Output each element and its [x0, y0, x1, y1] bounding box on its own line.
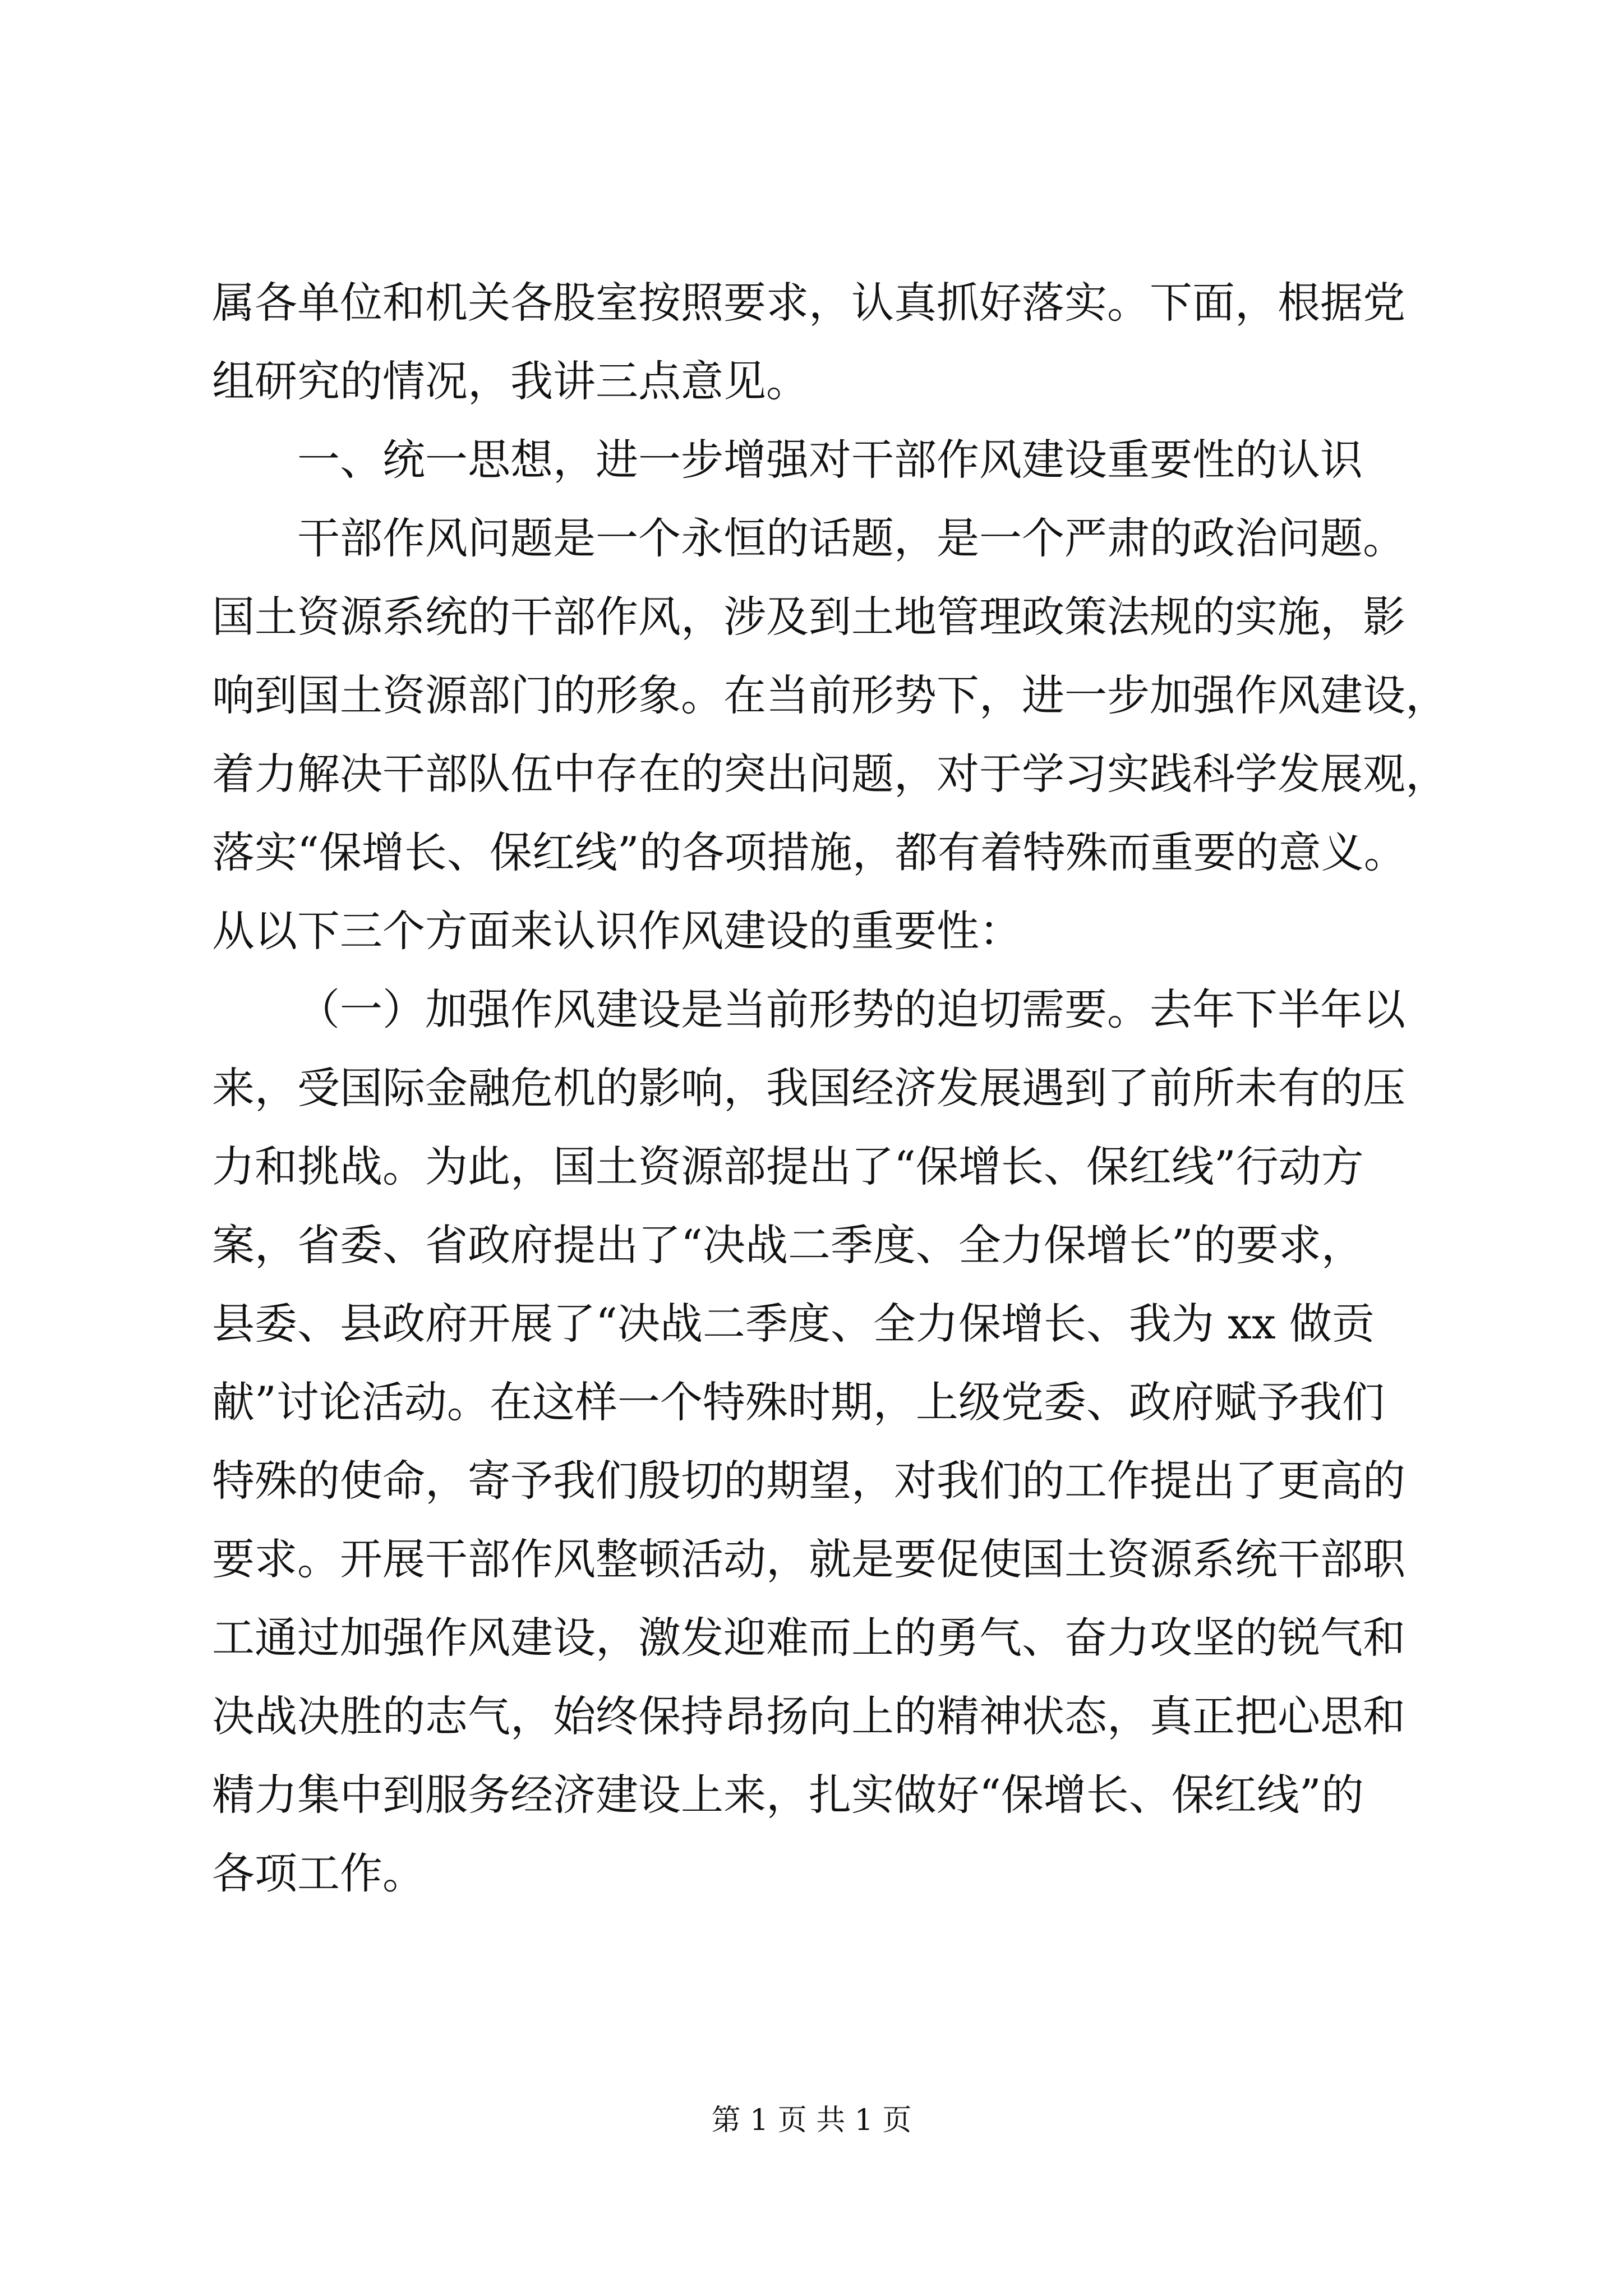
text-line: 属各单位和机关各股室按照要求，认真抓好落实。下面，根据党 — [212, 278, 1405, 328]
text-line: 来，受国际金融危机的影响，我国经济发展遇到了前所未有的压 — [212, 1063, 1405, 1113]
text-line: 工通过加强作风建设，激发迎难而上的勇气、奋力攻坚的锐气和 — [212, 1613, 1405, 1663]
text-line: 落实“保增长、保红线”的各项措施，都有着特殊而重要的意义。 — [212, 827, 1407, 877]
text-line: 献”讨论活动。在这样一个特殊时期，上级党委、政府赋予我们 — [212, 1377, 1385, 1427]
text-line: 决战决胜的志气，始终保持昂扬向上的精神状态，真正把心思和 — [212, 1691, 1405, 1741]
text-line: 响到国土资源部门的形象。在当前形势下，进一步加强作风建设， — [212, 670, 1448, 720]
text-line: 案，省委、省政府提出了“决战二季度、全力保增长”的要求， — [212, 1220, 1364, 1270]
text-line: 一、统一思想，进一步增强对干部作风建设重要性的认识 — [297, 435, 1363, 485]
text-line: 要求。开展干部作风整顿活动，就是要促使国土资源系统干部职 — [212, 1534, 1405, 1584]
text-line: 各项工作。 — [212, 1848, 425, 1898]
text-line: 着力解决干部队伍中存在的突出问题，对于学习实践科学发展观， — [212, 749, 1448, 799]
text-line: 国土资源系统的干部作风，涉及到土地管理政策法规的实施，影 — [212, 592, 1405, 642]
text-line: 精力集中到服务经济建设上来，扎实做好“保增长、保红线”的 — [212, 1770, 1364, 1820]
text-line: 从以下三个方面来认识作风建设的重要性： — [212, 906, 1022, 956]
text-line: 特殊的使命，寄予我们殷切的期望，对我们的工作提出了更高的 — [212, 1456, 1405, 1506]
text-line: 县委、县政府开展了“决战二季度、全力保增长、我为 xx 做贡 — [212, 1299, 1375, 1349]
text-line: 力和挑战。为此，国土资源部提出了“保增长、保红线”行动方 — [212, 1142, 1364, 1191]
page-footer: 第 1 页 共 1 页 — [711, 2104, 912, 2137]
document-body — [212, 264, 1448, 1913]
text-line: 组研究的情况，我讲三点意见。 — [212, 356, 809, 406]
text-line: 干部作风问题是一个永恒的话题，是一个严肃的政治问题。 — [297, 513, 1405, 563]
text-line: （一）加强作风建设是当前形势的迫切需要。去年下半年以 — [297, 984, 1405, 1034]
